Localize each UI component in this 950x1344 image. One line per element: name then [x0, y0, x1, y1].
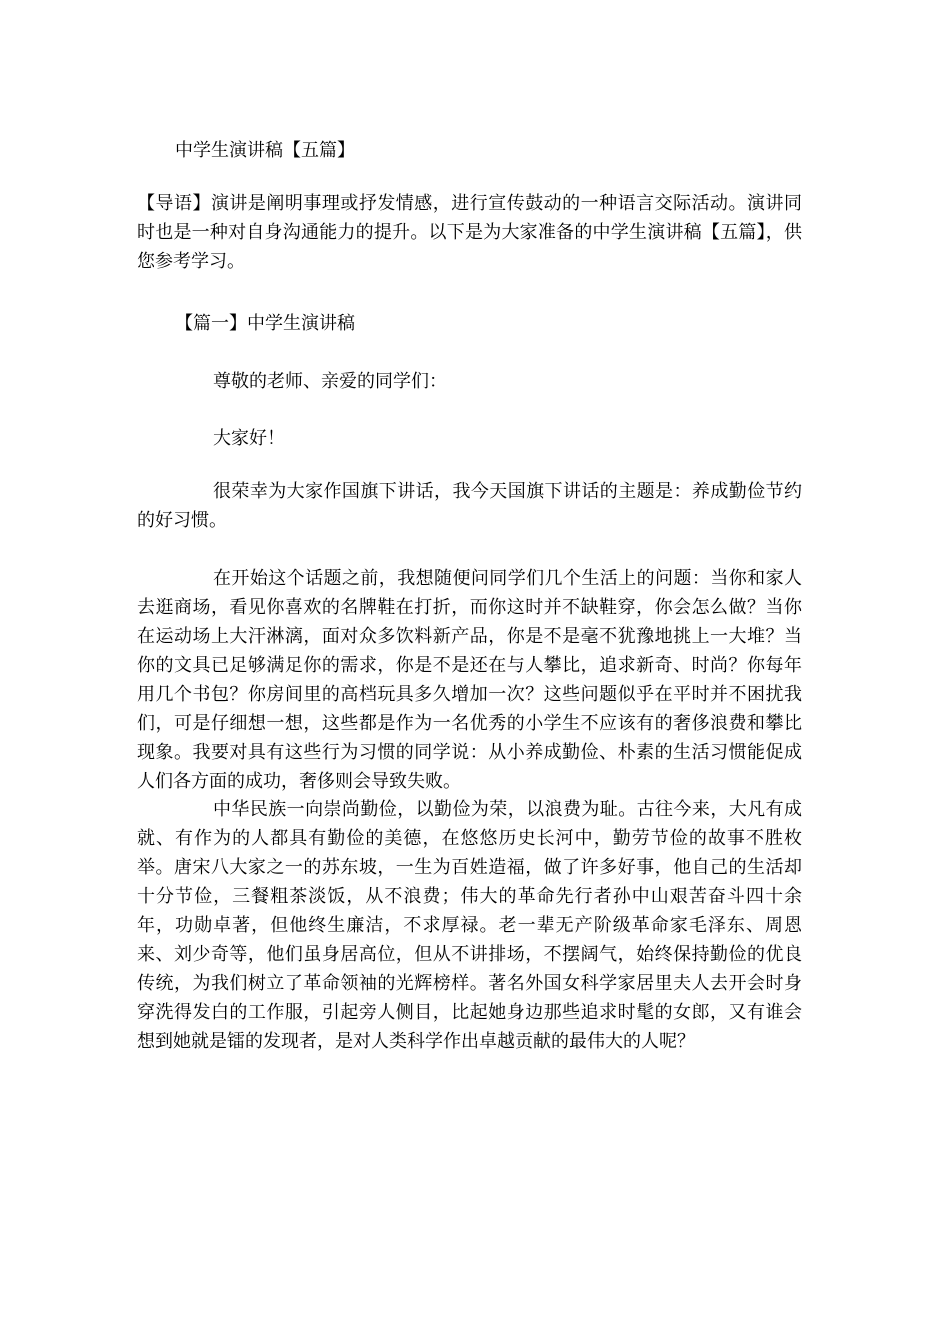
body-paragraph-2: 在开始这个话题之前，我想随便问同学们几个生活上的问题：当你和家人去逛商场，看见你喜欢的名牌鞋在打折，而你这时并不缺鞋穿，你会怎么做？当你在运动场上大汗淋漓，面对众多饮料新产品，你是不是毫不犹豫地挑上一大堆？当你的文具已足够满足你的需求，你是不是还在与人攀比，追求新奇、时尚？你每年用几个书包？你房间里的高档玩具多久增加一次？这些问题似乎在平时并不困扰我们，可是仔细想一想，这些都是作为一名优秀的小学生不应该有的奢侈浪费和攀比现象。我要对具有这些行为习惯的同学说：从小养成勤俭、朴素的生活习惯能促成人们各方面的成功，奢侈则会导致失败。: [137, 568, 802, 792]
document-title: 中学生演讲稿【五篇】: [175, 140, 355, 161]
body-paragraph-1: 很荣幸为大家作国旗下讲话，我今天国旗下讲话的主题是：养成勤俭节约的好习惯。: [137, 481, 802, 531]
section-heading: 【篇一】中学生演讲稿: [175, 313, 355, 334]
intro-paragraph: 【导语】演讲是阐明事理或抒发情感，进行宣传鼓动的一种语言交际活动。演讲同时也是一种对自身沟通能力的提升。以下是为大家准备的中学生演讲稿【五篇】，供您参考学习。: [137, 193, 802, 272]
body-paragraph-3: 中华民族一向崇尚勤俭，以勤俭为荣，以浪费为耻。古往今来，大凡有成就、有作为的人都具有勤俭的美德，在悠悠历史长河中，勤劳节俭的故事不胜枚举。唐宋八大家之一的苏东坡，一生为百姓造福，做了许多好事，他自己的生活却十分节俭，三餐粗茶淡饭，从不浪费；伟大的革命先行者孙中山艰苦奋斗四十余年，功勋卓著，但他终生廉洁，不求厚禄。老一辈无产阶级革命家毛泽东、周恩来、刘少奇等，他们虽身居高位，但从不讲排场，不摆阔气，始终保持勤俭的优良传统，为我们树立了革命领袖的光辉榜样。著名外国女科学家居里夫人去开会时身穿洗得发白的工作服，引起旁人侧目，比起她身边那些追求时髦的女郎，又有谁会想到她就是镭的发现者，是对人类科学作出卓越贡献的最伟大的人呢？: [137, 799, 802, 1052]
greeting: 大家好！: [213, 428, 285, 449]
salutation: 尊敬的老师、亲爱的同学们：: [213, 371, 447, 392]
